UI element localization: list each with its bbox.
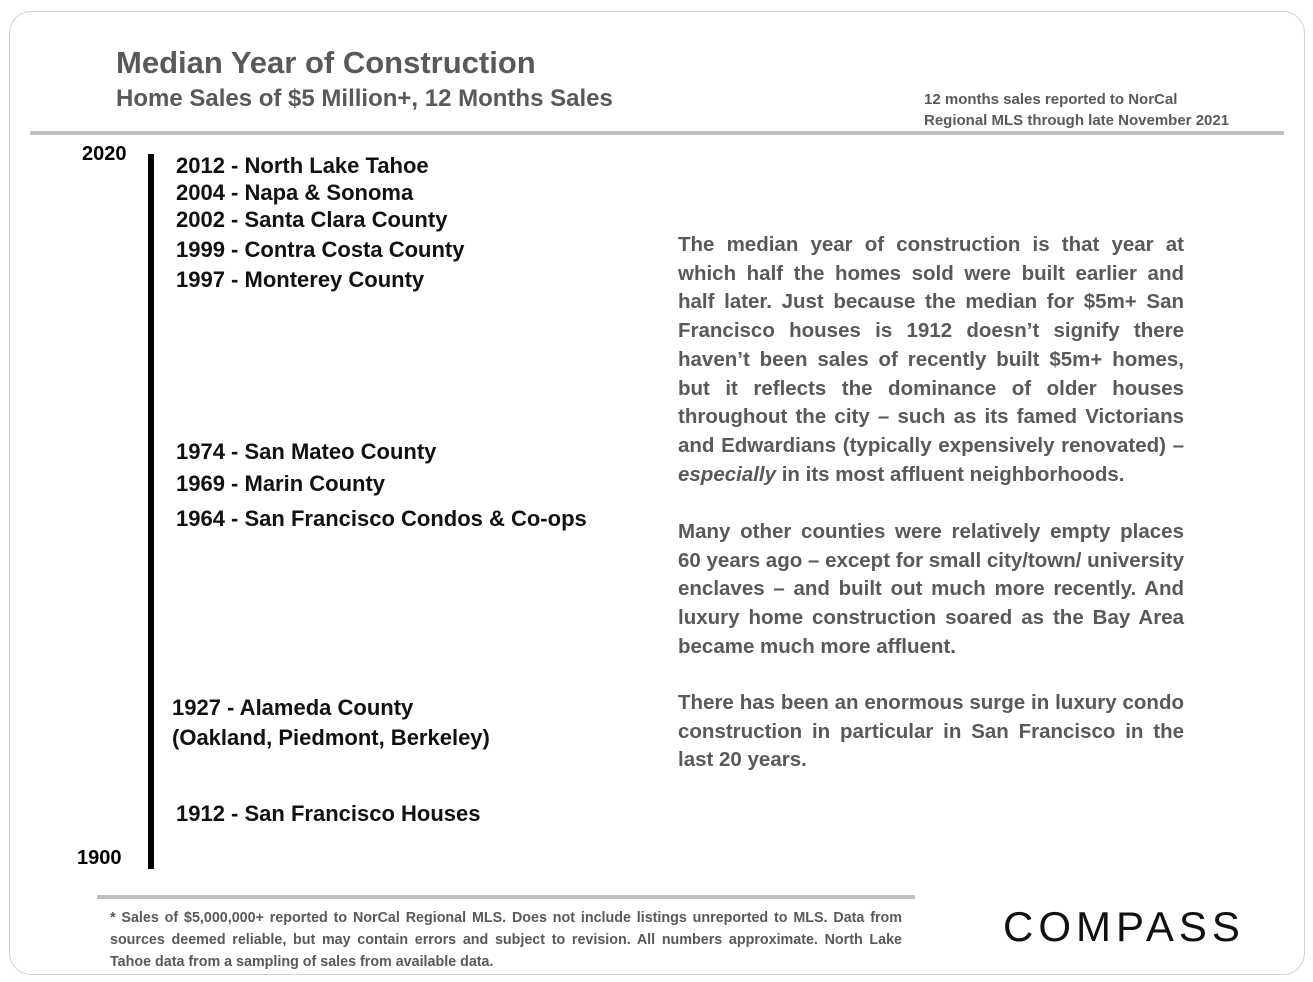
source-note-line-2: Regional MLS through late November 2021 [924, 112, 1230, 129]
commentary-p1-end: in its most affluent neighborhoods. [776, 462, 1125, 486]
page-subtitle: Home Sales of $5 Million+, 12 Months Sales [116, 85, 613, 112]
source-note-line-1: 12 months sales reported to NorCal [924, 91, 1178, 108]
timeline-bottom-year: 1900 [77, 847, 122, 869]
timeline-entry-contra-costa: 1999 - Contra Costa County [176, 237, 465, 262]
timeline-entry-sf-houses: 1912 - San Francisco Houses [176, 801, 481, 826]
timeline-top-year: 2020 [82, 143, 127, 165]
bottom-divider [97, 895, 915, 899]
timeline-entry-marin: 1969 - Marin County [176, 471, 386, 496]
commentary-p1-emphasis: especially [678, 462, 777, 486]
timeline-entry-alameda: 1927 - Alameda County [172, 695, 414, 720]
timeline-entry-san-mateo: 1974 - San Mateo County [176, 439, 437, 464]
timeline-axis [148, 154, 154, 869]
timeline-entry-santa-clara: 2002 - Santa Clara County [176, 207, 448, 232]
commentary-p1-text: The median year of construction is that year at which half the homes sold were built earlier and half later. Just because the median for $5m+ San Francisco houses is 1912 doesn’t signify there haven’t been sales of recently built $5m+ homes, but it reflects the dominance of older houses throughout the city – such as its famed Victorians and Edwardians (typically expensively renovated) – [678, 233, 1184, 457]
compass-logo: COMPASS [1003, 903, 1245, 950]
timeline-entry-alameda-cities: (Oakland, Piedmont, Berkeley) [172, 725, 490, 750]
timeline-entry-napa-sonoma: 2004 - Napa & Sonoma [176, 180, 414, 205]
top-divider [30, 131, 1284, 135]
commentary-paragraph-2: Many other counties were relatively empty places 60 years ago – except for small city/town/ university enclaves – and built out much more recently. And luxury home construction soared as the Bay Area became much more affluent. [678, 520, 1184, 658]
commentary-paragraph-3: There has been an enormous surge in luxury condo construction in particular in San Francisco in the last 20 years. [678, 691, 1184, 772]
commentary-paragraph-1 [678, 231, 1184, 489]
timeline-entry-north-lake-tahoe: 2012 - North Lake Tahoe [176, 153, 429, 178]
timeline-entry-sf-condos: 1964 - San Francisco Condos & Co-ops [176, 506, 587, 531]
source-note [924, 89, 1284, 131]
footnote: * Sales of $5,000,000+ reported to NorCal Regional MLS. Does not include listings unreported to MLS. Data from sources deemed reliable, but may contain errors and subject to revision. All numbers approximate. North Lake Tahoe data from a sampling of sales from available data. [110, 910, 902, 970]
page-title: Median Year of Construction [116, 45, 536, 80]
timeline-entry-monterey: 1997 - Monterey County [176, 267, 425, 292]
